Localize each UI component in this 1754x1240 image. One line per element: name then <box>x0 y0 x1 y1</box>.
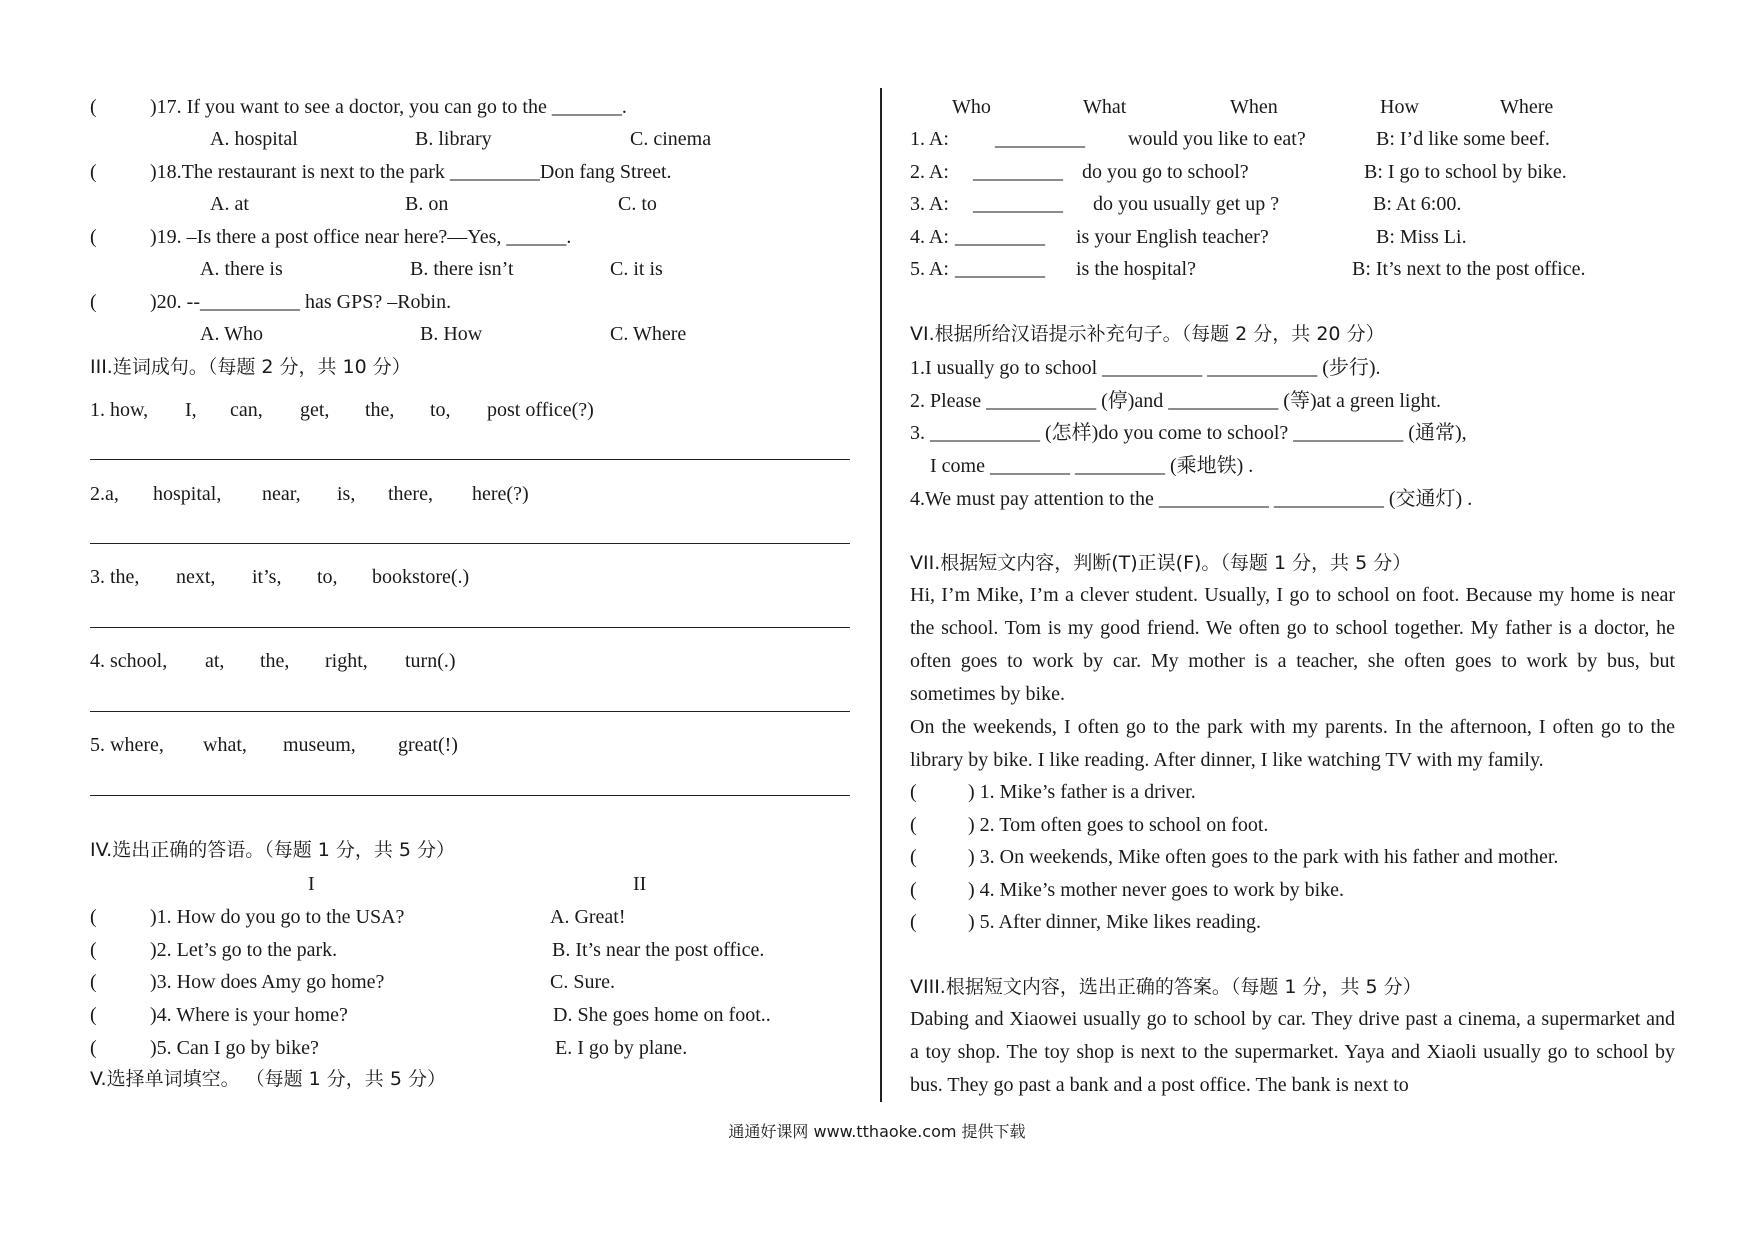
fill-blank: _________ <box>955 258 1045 280</box>
option-b: B. on <box>405 193 449 215</box>
column-header-2: II <box>633 873 647 895</box>
word: the, <box>365 399 395 421</box>
match-answer: D. She goes home on foot.. <box>553 1004 771 1026</box>
word: to, <box>317 566 338 588</box>
word-bank-item: What <box>1083 96 1127 118</box>
answer-paren: ( <box>910 879 917 901</box>
dialogue-number: 3. A: <box>910 193 949 215</box>
dialogue-question: would you like to eat? <box>1128 128 1306 150</box>
fill-blank: _________ <box>955 226 1045 248</box>
answer-paren: ( <box>910 846 917 868</box>
fill-sentence: 2. Please ___________ (停)and ___________ (等)at a green light. <box>910 390 1442 412</box>
word-bank-item: Where <box>1500 96 1554 118</box>
question-18: )18.The restaurant is next to the park _________Don fang Street. <box>150 161 672 183</box>
section-5-title: V.选择单词填空。 （每题 1 分，共 5 分） <box>90 1068 446 1090</box>
option-c: C. Where <box>610 323 687 345</box>
fill-sentence: 3. ___________ (怎样)do you come to school? ___________ (通常), <box>910 422 1467 444</box>
word: here(?) <box>472 483 529 505</box>
word: post office(?) <box>487 399 594 421</box>
word: there, <box>388 483 433 505</box>
answer-paren: ( <box>90 291 97 313</box>
match-answer: E. I go by plane. <box>555 1037 688 1059</box>
fill-sentence: 1.I usually go to school __________ ___________ (步行). <box>910 357 1381 379</box>
dialogue-answer: B: Miss Li. <box>1376 226 1467 248</box>
option-b: B. there isn’t <box>410 258 514 280</box>
column-header-1: I <box>308 873 315 895</box>
answer-line <box>90 795 850 796</box>
dialogue-answer: B: I go to school by bike. <box>1364 161 1567 183</box>
answer-paren: ( <box>910 911 917 933</box>
word: get, <box>300 399 330 421</box>
option-a: A. Who <box>200 323 263 345</box>
match-question: )3. How does Amy go home? <box>150 971 385 993</box>
answer-line <box>90 627 850 628</box>
match-question: )4. Where is your home? <box>150 1004 348 1026</box>
section-7-title: VII.根据短文内容，判断(T)正误(F)。（每题 1 分，共 5 分） <box>910 552 1412 574</box>
dialogue-answer: B: At 6:00. <box>1373 193 1462 215</box>
dialogue-question: do you go to school? <box>1082 161 1249 183</box>
word: it’s, <box>252 566 282 588</box>
option-c: C. it is <box>610 258 663 280</box>
word: bookstore(.) <box>372 566 470 588</box>
word-bank-item: Who <box>952 96 991 118</box>
match-question: )2. Let’s go to the park. <box>150 939 338 961</box>
section-4-title: IV.选出正确的答语。（每题 1 分，共 5 分） <box>90 839 456 861</box>
dialogue-number: 5. A: <box>910 258 949 280</box>
word: 5. where, <box>90 734 164 756</box>
answer-line <box>90 459 850 460</box>
match-question: )1. How do you go to the USA? <box>150 906 405 928</box>
reading-passage-3: Dabing and Xiaowei usually go to school by car. They drive past a cinema, a supermarket and a toy shop. The toy shop is next to the supermarket. Yaya and Xiaoli usually go to school by bus. They go past a bank and a post office. The bank is next to <box>910 1008 1675 1096</box>
word-bank-item: When <box>1230 96 1278 118</box>
word: the, <box>260 650 290 672</box>
answer-paren: ( <box>90 939 97 961</box>
word: can, <box>230 399 263 421</box>
word: turn(.) <box>405 650 456 672</box>
answer-paren: ( <box>910 814 917 836</box>
match-question: )5. Can I go by bike? <box>150 1037 319 1059</box>
word: I, <box>185 399 197 421</box>
word: what, <box>203 734 247 756</box>
answer-paren: ( <box>90 226 97 248</box>
dialogue-number: 4. A: <box>910 226 949 248</box>
dialogue-number: 2. A: <box>910 161 949 183</box>
judge-statement: ) 3. On weekends, Mike often goes to the park with his father and mother. <box>968 846 1559 868</box>
match-answer: A. Great! <box>550 906 626 928</box>
judge-statement: ) 5. After dinner, Mike likes reading. <box>968 911 1262 933</box>
judge-statement: ) 4. Mike’s mother never goes to work by bike. <box>968 879 1345 901</box>
answer-paren: ( <box>910 781 917 803</box>
word: to, <box>430 399 451 421</box>
option-a: A. at <box>210 193 249 215</box>
option-b: B. library <box>415 128 492 150</box>
question-17: )17. If you want to see a doctor, you can go to the _______. <box>150 96 627 118</box>
answer-line <box>90 711 850 712</box>
answer-paren: ( <box>90 96 97 118</box>
word: museum, <box>283 734 356 756</box>
judge-statement: ) 2. Tom often goes to school on foot. <box>968 814 1269 836</box>
word-bank-item: How <box>1380 96 1419 118</box>
option-c: C. cinema <box>630 128 712 150</box>
section-6-title: VI.根据所给汉语提示补充句子。（每题 2 分，共 20 分） <box>910 323 1385 345</box>
word: 3. the, <box>90 566 140 588</box>
option-b: B. How <box>420 323 483 345</box>
fill-blank: _________ <box>995 128 1085 150</box>
dialogue-answer: B: I’d like some beef. <box>1376 128 1550 150</box>
word: near, <box>262 483 301 505</box>
answer-line <box>90 543 850 544</box>
dialogue-answer: B: It’s next to the post office. <box>1352 258 1586 280</box>
section-8-title: VIII.根据短文内容，选出正确的答案。（每题 1 分，共 5 分） <box>910 976 1422 998</box>
word: 4. school, <box>90 650 168 672</box>
question-20: )20. --__________ has GPS? –Robin. <box>150 291 452 313</box>
word: 2.a, <box>90 483 119 505</box>
question-19: )19. –Is there a post office near here?—Yes, ______. <box>150 226 572 248</box>
fill-blank: _________ <box>973 193 1063 215</box>
section-3-title: III.连词成句。（每题 2 分，共 10 分） <box>90 356 411 378</box>
answer-paren: ( <box>90 906 97 928</box>
word: right, <box>325 650 368 672</box>
fill-sentence: 4.We must pay attention to the ___________ ___________ (交通灯) . <box>910 488 1473 510</box>
word: next, <box>176 566 216 588</box>
dialogue-question: do you usually get up ? <box>1093 193 1280 215</box>
word: 1. how, <box>90 399 149 421</box>
match-answer: C. Sure. <box>550 971 615 993</box>
dialogue-number: 1. A: <box>910 128 949 150</box>
reading-passage-2: On the weekends, I often go to the park with my parents. In the afternoon, I often go to the library by bike. I like reading. After dinner, I like watching TV with my family. <box>910 716 1675 771</box>
option-a: A. there is <box>200 258 283 280</box>
dialogue-question: is the hospital? <box>1076 258 1196 280</box>
answer-paren: ( <box>90 971 97 993</box>
option-c: C. to <box>618 193 657 215</box>
judge-statement: ) 1. Mike’s father is a driver. <box>968 781 1196 803</box>
fill-sentence: I come ________ _________ (乘地铁) . <box>930 455 1254 477</box>
word: is, <box>337 483 356 505</box>
match-answer: B. It’s near the post office. <box>552 939 765 961</box>
word: at, <box>205 650 225 672</box>
word: hospital, <box>153 483 222 505</box>
option-a: A. hospital <box>210 128 298 150</box>
column-divider <box>880 88 882 1102</box>
fill-blank: _________ <box>973 161 1063 183</box>
answer-paren: ( <box>90 161 97 183</box>
answer-paren: ( <box>90 1004 97 1026</box>
word: great(!) <box>398 734 458 756</box>
answer-paren: ( <box>90 1037 97 1059</box>
dialogue-question: is your English teacher? <box>1076 226 1269 248</box>
reading-passage-1: Hi, I’m Mike, I’m a clever student. Usually, I go to school on foot. Because my home is near the school. Tom is my good friend. We often go to school together. My father is a doctor, he often goes to work by car. My mother is a teacher, she often goes to work by bus, but sometimes by bike. <box>910 584 1675 705</box>
footer-credit: 通通好课网 www.tthaoke.com 提供下载 <box>728 1122 1026 1141</box>
